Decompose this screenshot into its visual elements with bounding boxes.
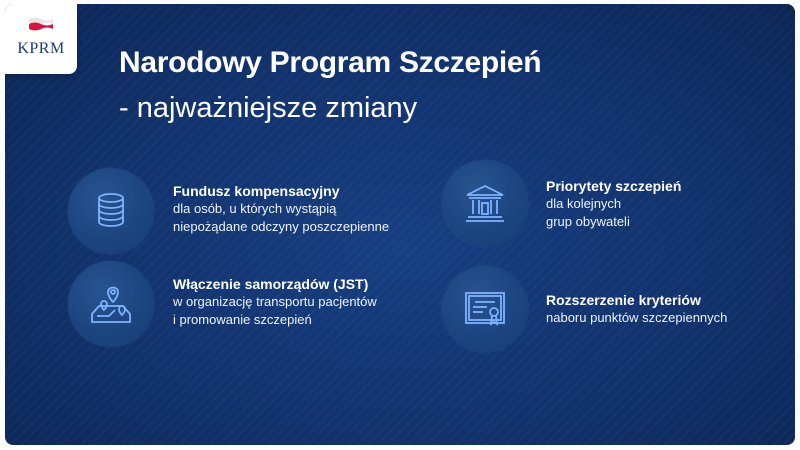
feature-icon-circle (68, 168, 154, 254)
coins-icon (89, 189, 133, 233)
logo-text: KPRM (17, 40, 65, 57)
feature-compensation-fund (173, 182, 389, 236)
feature-extended-criteria (546, 291, 727, 327)
feature-description-line: dla kolejnych (546, 196, 622, 211)
map-pins-icon (89, 282, 133, 326)
feature-icon-circle (68, 261, 154, 347)
feature-description-line: i promowanie szczepień (173, 312, 312, 327)
page-title: Narodowy Program Szczepień (119, 46, 542, 79)
feature-description-line: dla osób, u których wystąpią (173, 201, 337, 216)
institution-building-icon (463, 181, 507, 225)
feature-icon-circle (442, 266, 528, 352)
page-subtitle: - najważniejsze zmiany (119, 92, 418, 124)
feature-local-government (173, 275, 377, 329)
polish-flag-icon (28, 17, 54, 31)
feature-icon-circle (442, 160, 528, 246)
feature-description-line: niepożądane odczyny poszczepienne (173, 219, 390, 234)
feature-title: Włączenie samorządów (JST) (173, 276, 369, 292)
feature-description-line: naboru punktów szczepiennych (546, 310, 728, 325)
feature-title: Fundusz kompensacyjny (173, 183, 340, 199)
feature-description-line: grup obywateli (546, 214, 630, 229)
feature-title: Priorytety szczepień (546, 178, 682, 194)
certificate-icon (463, 287, 507, 331)
kprm-logo[interactable] (5, 4, 77, 74)
feature-description-line: w organizację transportu pacjentów (173, 294, 377, 309)
feature-title: Rozszerzenie kryteriów (546, 292, 701, 308)
feature-vaccination-priorities (546, 177, 681, 231)
infographic-card (5, 4, 795, 445)
